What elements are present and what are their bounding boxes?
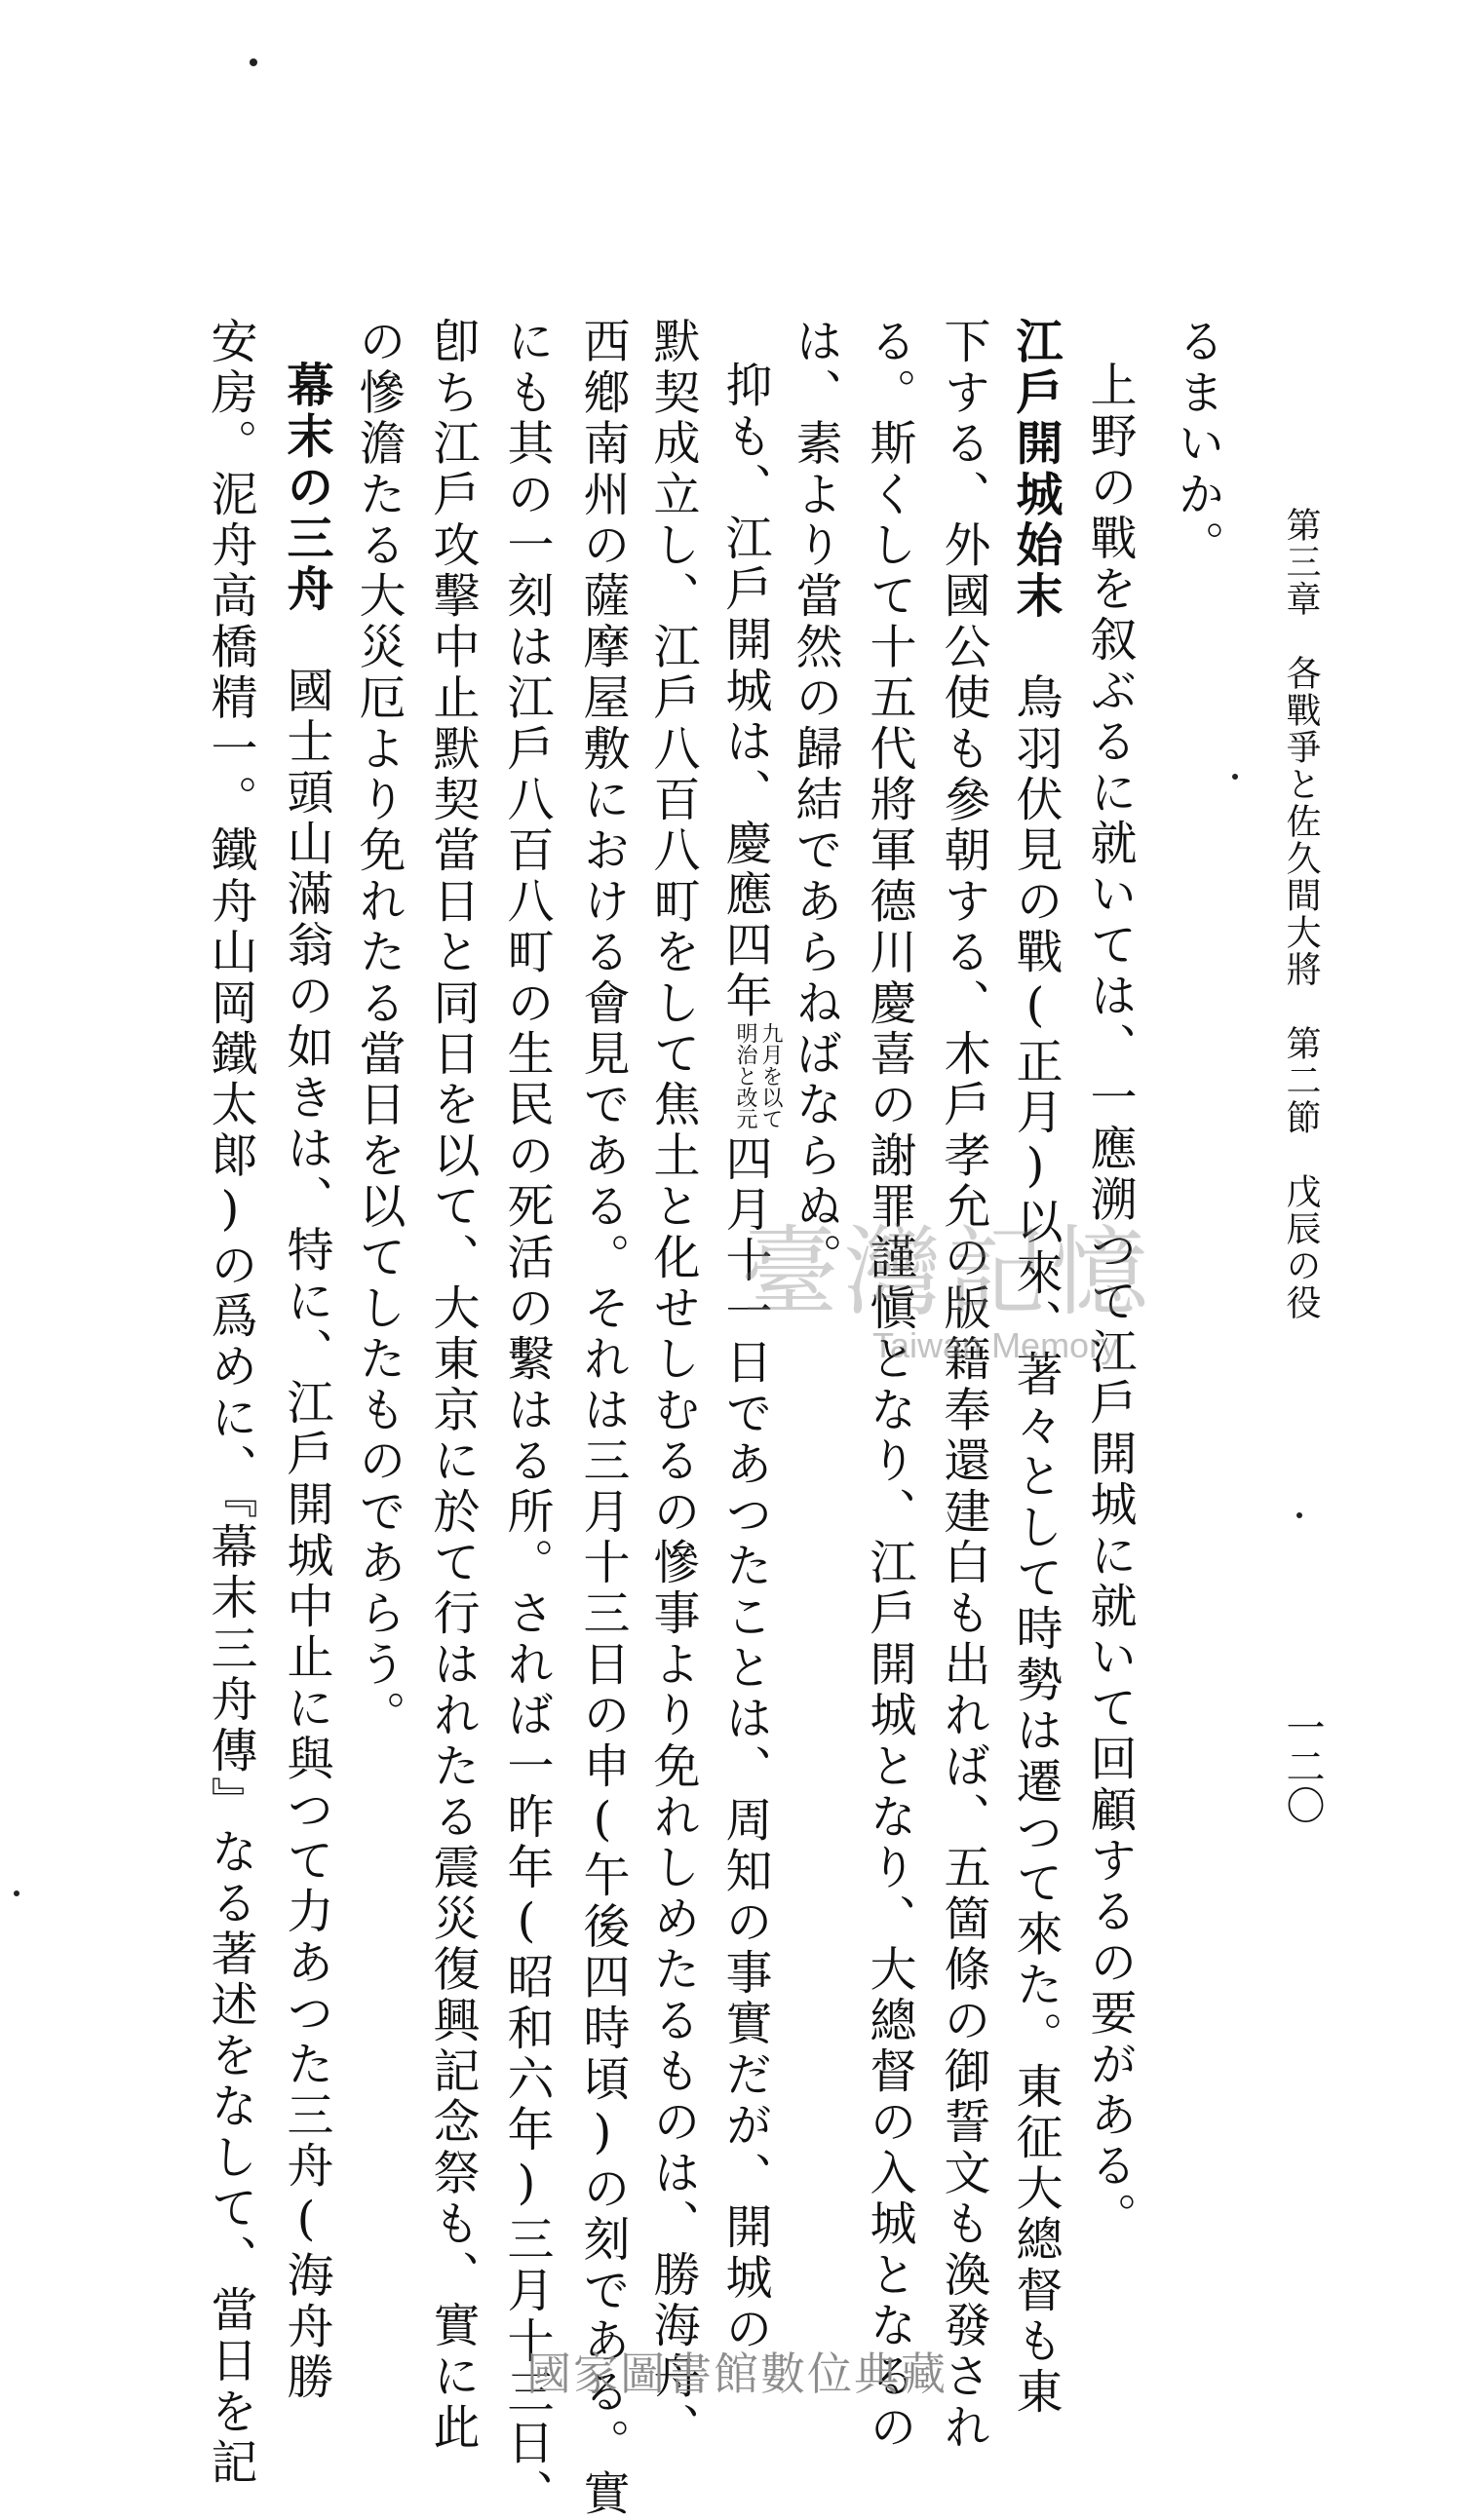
page-number: 一二〇 xyxy=(1280,1707,1325,1824)
body-column-4: 下する、外國公使も參朝する、木戶孝允の版籍奉還建白も出れば、五箇條の御誓文も渙發され xyxy=(936,317,990,2454)
body-column-2: 上野の戰を叙ぶるに就いては、一應溯つて江戶開城に就いて回顧するの要がある。 xyxy=(1082,361,1137,2243)
body-column-13 xyxy=(279,361,333,2403)
body-column-7-text-b: 四月十一日であつたことは、周知の事實だが、開城の xyxy=(717,1133,772,2355)
era-change-note: 九月を以て明治と改元 xyxy=(733,1021,783,1129)
scan-speck xyxy=(1296,1512,1302,1518)
body-column-8: 默契成立し、江戶八百八町をして焦土と化せしむるの慘事より免れしめたるものは、勝海舟、 xyxy=(645,317,700,2454)
body-column-3 xyxy=(1008,317,1063,2419)
watermark-subtitle: Taiwan Memory xyxy=(872,1325,1119,1365)
body-column-11: 卽ち江戶攻擊中止默契當日と同日を以て、大東京に於て行はれたる震災復興記念祭も、實に此 xyxy=(425,317,480,2454)
body-column-6: は、素より當然の歸結であらねばならぬ。 xyxy=(788,317,842,1283)
watermark-title: 臺灣記憶 xyxy=(741,1215,1154,1329)
scan-speck xyxy=(14,1890,19,1896)
section-heading-three-shu: 幕末の三舟 xyxy=(279,361,333,615)
body-column-10: にも其の一刻は江戶八百八町の生民の死活の繫はる所。されば一昨年(昭和六年)三月十三日、 xyxy=(499,317,554,2520)
body-column-12: の慘澹たる大災厄より免れたる當日を以てしたものであらう。 xyxy=(351,317,406,1741)
scan-speck xyxy=(1232,774,1238,780)
body-column-7 xyxy=(717,361,783,2355)
section-heading-edo-castle: 江戶開城始末 xyxy=(1008,317,1063,623)
body-column-14: 安房。泥舟高橋精一。鐵舟山岡鐵太郞)の爲めに、『幕末三舟傳』なる著述をなして、當日を記 xyxy=(203,317,257,2489)
body-column-13-text: 國士頭山滿翁の如きは、特に、江戶開城中止に與つて力あつた三舟(海舟勝 xyxy=(279,615,333,2403)
running-title: 第三章 各戰爭と佐久間大將 第二節 戊辰の役 xyxy=(1281,507,1321,1321)
scan-speck xyxy=(250,58,257,66)
body-column-3-text: 鳥羽伏見の戰(正月)以來、著々として時勢は遷つて來た。東征大總督も東 xyxy=(1008,622,1063,2419)
body-column-5: る。斯くして十五代將軍德川慶喜の謝罪謹愼となり、江戶開城となり、大總督の入城となるの xyxy=(862,317,916,2454)
body-column-1: るまいか。 xyxy=(1170,317,1224,571)
body-column-7-text-a: 抑も、江戶開城は、慶應四年 xyxy=(717,361,772,1022)
body-column-9: 西鄕南州の薩摩屋敷における會見である。それは三月十三日の申(午後四時頃)の刻である。實 xyxy=(575,317,630,2520)
archive-footer: 國家圖書館數位典藏 xyxy=(526,2348,948,2400)
